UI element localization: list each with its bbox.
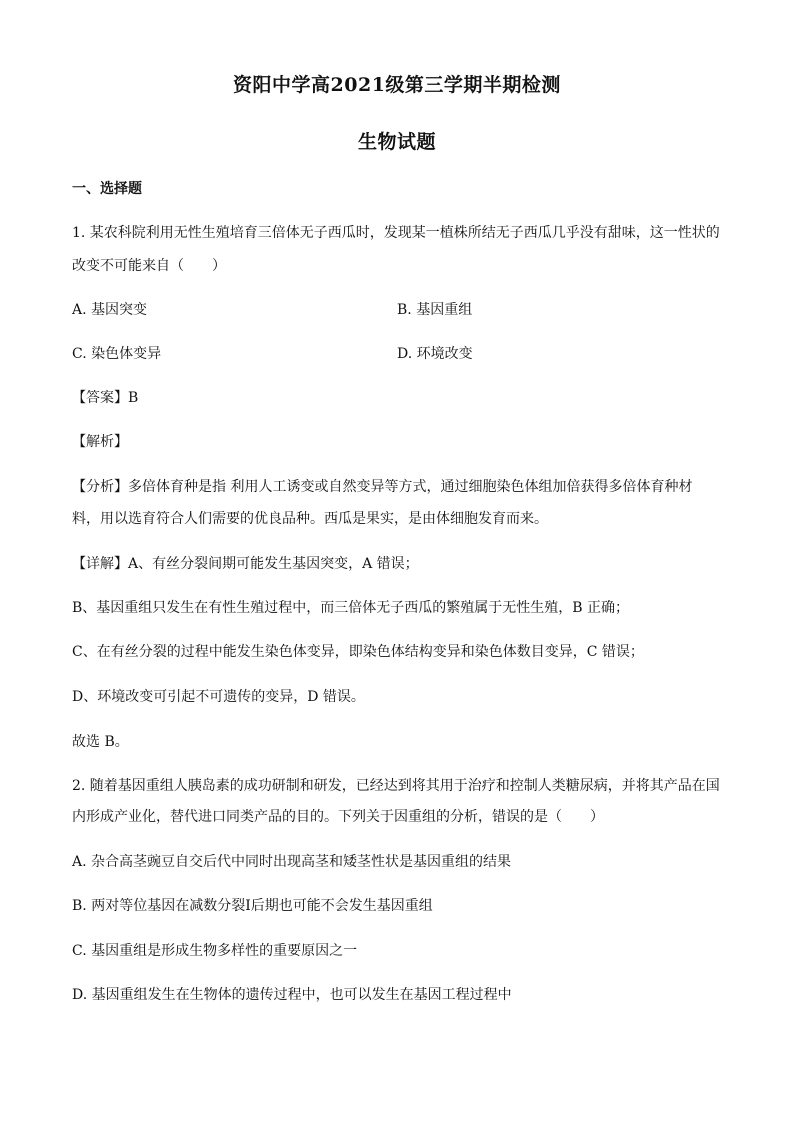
q2-stem-line1: 2. 随着基因重组人胰岛素的成功研制和研发，已经达到将其用于治疗和控制人类糖尿病，并将其产品在国: [72, 778, 720, 794]
q2-option-c: C. 基因重组是形成生物多样性的重要原因之一: [72, 943, 358, 959]
q1-stem-line2: 改变不可能来自（ ）: [72, 258, 226, 274]
q1-conclusion: 故选 B。: [72, 734, 129, 750]
page-subtitle: 生物试题: [357, 131, 436, 153]
q1-xiangjie-a: [72, 553, 419, 573]
q1-option-c: C. 染色体变异: [72, 346, 162, 362]
q1-option-d: D. 环境改变: [397, 346, 473, 362]
page-title: 资阳中学高2021级第三学期半期检测: [233, 74, 561, 96]
q1-explain-c: C、在有丝分裂的过程中能发生染色体变异，即染色体结构变异和染色体数目变异，C 错误；: [72, 644, 644, 660]
answer-label: 【答案】: [72, 390, 128, 406]
fenxi-text: 多倍体育种是指 利用人工诱变或自然变异等方式，通过细胞染色体组加倍获得多倍体育种材: [128, 479, 693, 495]
q1-explain-d: D、环境改变可引起不可遗传的变异，D 错误。: [72, 689, 365, 705]
fenxi-label: 【分析】: [72, 479, 128, 495]
q1-fenxi-line2: 料，用以选育符合人们需要的优良品种。西瓜是果实，是由体细胞发育而来。: [72, 511, 548, 527]
q1-option-b: B. 基因重组: [397, 302, 473, 318]
q1-analysis-label: 【解析】: [72, 434, 128, 450]
q2-stem-line2: 内形成产业化，替代进口同类产品的目的。下列关于因重组的分析，错误的是（ ）: [72, 809, 604, 825]
q1-fenxi-line1: [72, 476, 692, 496]
q1-stem-line1: 1. 某农科院利用无性生殖培育三倍体无子西瓜时，发现某一植株所结无子西瓜几乎没有甜味，这一性状的: [72, 225, 720, 241]
answer-value: B: [128, 390, 139, 406]
xiangjie-label: 【详解】: [72, 556, 128, 572]
q1-option-a: A. 基因突变: [72, 302, 148, 318]
q1-explain-b: B、基因重组只发生在有性生殖过程中，而三倍体无子西瓜的繁殖属于无性生殖，B 正确；: [72, 600, 630, 616]
q2-option-d: D. 基因重组发生在生物体的遗传过程中，也可以发生在基因工程过程中: [72, 987, 512, 1003]
section-heading: 一、选择题: [72, 181, 142, 197]
xiangjie-text: A、有丝分裂间期可能发生基因突变，A 错误；: [128, 556, 419, 572]
q2-option-a: A. 杂合高茎豌豆自交后代中同时出现高茎和矮茎性状是基因重组的结果: [72, 854, 512, 870]
q2-option-b: B. 两对等位基因在减数分裂Ⅰ后期也可能不会发生基因重组: [72, 898, 433, 914]
q1-answer: [72, 387, 138, 407]
